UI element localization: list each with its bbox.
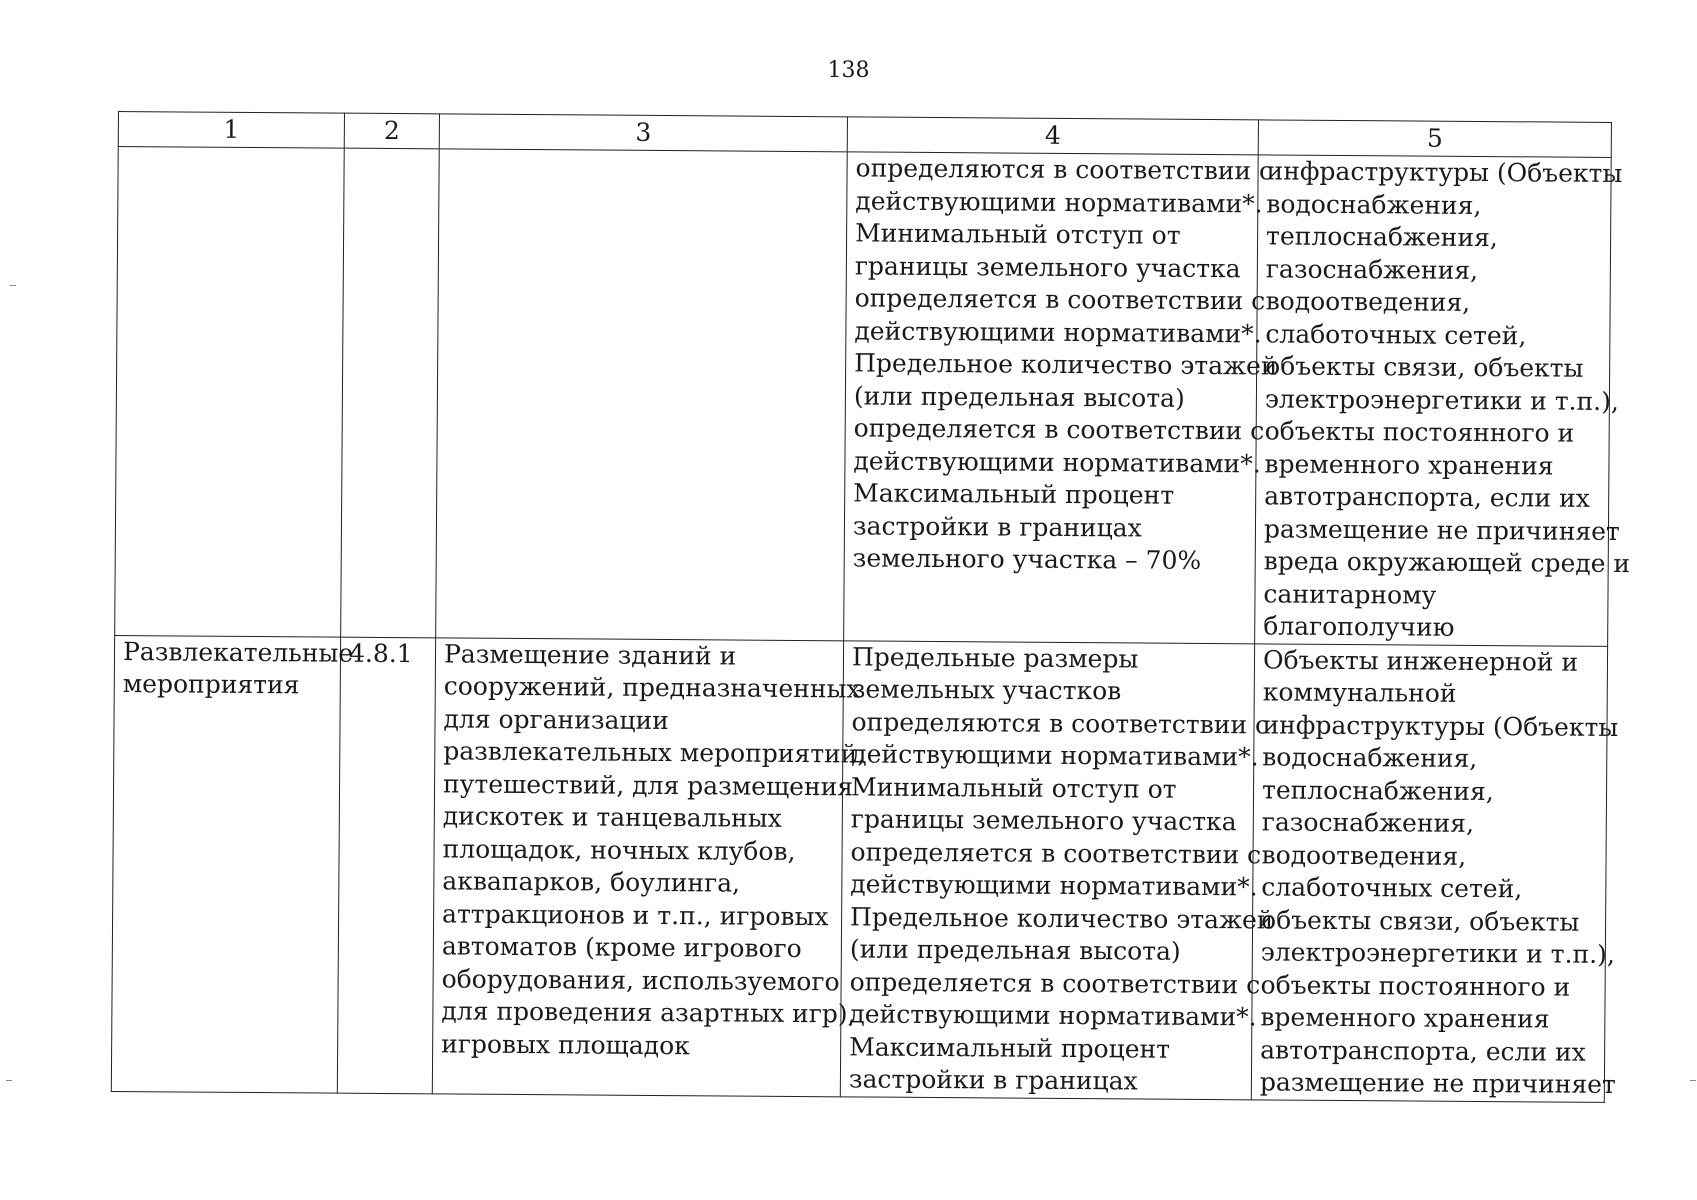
cell-code — [341, 148, 440, 637]
cell-text-line: оборудования, используемого — [441, 963, 840, 996]
cell-text-line: Минимальный отступ от — [855, 218, 1181, 250]
cell-text-line: автотранспорта, если их — [1260, 1034, 1586, 1067]
table-row — [115, 147, 1612, 646]
cell-text-line: границы земельного участка — [850, 804, 1237, 837]
cell-text-line: благополучию — [1263, 611, 1455, 642]
cell-text-line: Предельное количество этажей — [850, 901, 1274, 934]
cell-parameters — [840, 640, 1274, 1099]
cell-text-line: дискотек и танцевальных — [442, 801, 782, 833]
right-margin-mark — [1690, 1080, 1696, 1081]
cell-text-line: Минимальный отступ от — [850, 771, 1177, 804]
column-header-4: 4 — [847, 117, 1258, 155]
cell-text-line: определяется в соответствии с — [854, 283, 1266, 316]
cell-text-line: площадок, ночных клубов, — [442, 833, 796, 866]
cell-text-line: действующими нормативами*. — [851, 739, 1259, 772]
cell-text-line: водоснабжения, — [1262, 742, 1478, 773]
cell-description — [436, 149, 848, 640]
cell-use-type — [111, 635, 354, 1093]
cell-text-line: временного хранения — [1264, 448, 1554, 481]
cell-text-line: санитарному — [1263, 578, 1437, 610]
cell-text-line: Объекты инженерной и — [1262, 644, 1579, 677]
cell-text-line: действующими нормативами*. — [853, 445, 1261, 478]
cell-text-line: Максимальный процент — [853, 478, 1175, 510]
cell-text-line: электроэнергетики и т.п.), — [1260, 937, 1615, 969]
cell-code: 4.8.1 — [337, 637, 435, 1094]
cell-text-line: земельных участков — [851, 674, 1122, 706]
cell-text-line: (или предельная высота) — [849, 934, 1181, 966]
table-row — [111, 635, 1607, 1102]
cell-text-line: объекты постоянного и — [1260, 969, 1571, 1002]
cell-text-line: вреда окружающей среде и — [1263, 546, 1631, 579]
cell-text-line: аттракционов и т.п., игровых — [442, 898, 829, 931]
cell-text-line: инфраструктуры (Объекты — [1262, 709, 1619, 742]
cell-text-line: определяется в соответствии с — [850, 836, 1262, 869]
cell-parameters — [844, 152, 1278, 643]
cell-text-line: водоотведения, — [1265, 286, 1471, 317]
cell-text-line: сооружений, предназначенных — [443, 671, 861, 704]
cell-text-line: действующими нормативами*. — [849, 999, 1257, 1032]
cell-text-line: аквапарков, боулинга, — [442, 866, 741, 898]
cell-text-line: застройки в границах — [852, 510, 1142, 543]
regulations-table — [111, 111, 1631, 1102]
cell-text-line: теплоснабжения, — [1266, 221, 1498, 253]
column-header-1: 1 — [118, 112, 344, 149]
cell-text-line: инфраструктуры (Объекты — [1266, 156, 1623, 189]
column-header-3: 3 — [439, 114, 847, 152]
cell-text-line: действующими нормативами*. — [855, 185, 1263, 218]
cell-text-line: действующими нормативами*. — [854, 315, 1262, 348]
cell-text-line: теплоснабжения, — [1261, 774, 1494, 806]
left-margin-mark — [10, 285, 16, 286]
page-number: 138 — [827, 58, 870, 83]
cell-text-line: автотранспорта, если их — [1264, 481, 1590, 513]
cell-text-line: газоснабжения, — [1265, 253, 1479, 285]
cell-text-line: коммунальной — [1262, 677, 1457, 708]
cell-text-line: определяются в соответствии с — [855, 153, 1274, 186]
cell-text-line: действующими нормативами*. — [850, 869, 1258, 902]
cell-text-line: объекты постоянного и — [1264, 416, 1575, 448]
cell-text-line: Предельное количество этажей — [854, 348, 1278, 381]
cell-text-line: развлекательных мероприятий, — [443, 736, 866, 769]
cell-text-line: слаботочных сетей, — [1265, 318, 1527, 350]
cell-description — [432, 637, 866, 1096]
cell-auxiliary-uses — [1251, 643, 1619, 1102]
cell-use-type — [115, 147, 345, 637]
cell-text-line: игровых площадок — [441, 1028, 690, 1060]
cell-text-line: Предельные размеры — [851, 641, 1139, 673]
cell-text-line: границы земельного участка — [854, 250, 1241, 283]
cell-text-line: Развлекательные — [122, 636, 354, 668]
cell-text-line: водоснабжения, — [1266, 188, 1482, 220]
column-header-5: 5 — [1258, 120, 1611, 158]
cell-text-line: размещение не причиняет — [1259, 1067, 1616, 1100]
cell-text-line: путешествий, для размещения — [442, 768, 854, 801]
cell-text-line: земельного участка – 70% — [852, 543, 1202, 575]
cell-text-line: газоснабжения, — [1261, 807, 1475, 838]
cell-text-line: размещение не причиняет — [1263, 513, 1620, 546]
cell-text-line: Максимальный процент — [849, 1031, 1171, 1064]
cell-text-line: определяется в соответствии с — [853, 413, 1265, 446]
cell-text-line: водоотведения, — [1261, 839, 1467, 871]
cell-text-line: электроэнергетики и т.п.), — [1264, 383, 1619, 416]
cell-text-line: определяется в соответствии с — [849, 966, 1261, 999]
cell-text-line: (или предельная высота) — [853, 380, 1185, 413]
cell-text-line: определяются в соответствии с — [851, 706, 1270, 739]
cell-text-line: автоматов (кроме игрового — [441, 931, 802, 964]
cell-text-line: слаботочных сетей, — [1261, 872, 1523, 904]
column-header-2: 2 — [344, 113, 439, 149]
cell-text-line: для организации — [443, 703, 669, 735]
cell-text-line: застройки в границах — [848, 1064, 1138, 1096]
cell-auxiliary-uses — [1255, 155, 1631, 646]
cell-text-line: объекты связи, объекты — [1260, 904, 1580, 937]
left-margin-mark — [6, 1080, 12, 1081]
cell-text-line: Размещение зданий и — [443, 638, 737, 671]
cell-text-line: для проведения азартных игр), — [441, 996, 856, 1029]
cell-text-line: мероприятия — [122, 669, 300, 700]
cell-text-line: объекты связи, объекты — [1265, 351, 1584, 383]
cell-text-line: временного хранения — [1260, 1002, 1550, 1034]
